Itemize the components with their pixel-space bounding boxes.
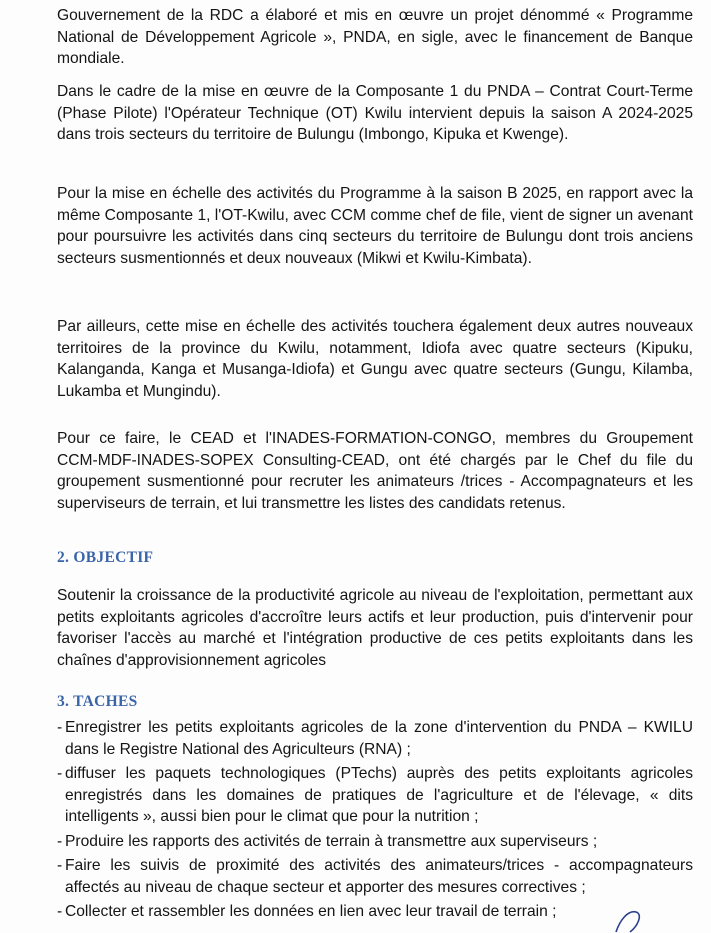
- task-item: - Collecter et rassembler les données en lien avec leur travail de terrain ;: [57, 903, 557, 920]
- taches-heading: 3. TACHES: [57, 693, 138, 710]
- territories-paragraph: Par ailleurs, cette mise en échelle des activités touchera également deux autres nouveaux territoires de la province du Kwilu, notamment, Idiofa avec quatre secteurs (Kipuku, Kalanganda, Kanga et Musanga-Idiofa) et Gungu avec quatre secteurs (Gungu, Kilamba, Lukamba et Mungindu).: [57, 318, 693, 400]
- task-item: - Enregistrer les petits exploitants agricoles de la zone d'intervention du PNDA – KWILU dans le Registre National des Agriculteurs (RNA) ;: [57, 719, 693, 758]
- task-text: Enregistrer les petits exploitants agricoles de la zone d'intervention du PNDA – KWILU dans le Registre National des Agriculteurs (RNA) ;: [65, 719, 693, 758]
- recruitment-paragraph: Pour ce faire, le CEAD et l'INADES-FORMATION-CONGO, membres du Groupement CCM-MDF-INADES-SOPEX Consulting-CEAD, ont été chargés par le Chef du file du groupement susmentionné pour recruter les animateurs /trices - Accompagnateurs et les superviseurs de terrain, et lui transmettre les listes des candidats retenus.: [57, 430, 693, 512]
- signature-mark: [610, 908, 650, 933]
- task-text: Collecter et rassembler les données en lien avec leur travail de terrain ;: [65, 903, 557, 920]
- objectif-paragraph: Soutenir la croissance de la productivité agricole au niveau de l'exploitation, permettant aux petits exploitants agricoles d'accroître leurs actifs et leur production, puis d'intervenir pour favoriser l'accès au marché et l'intégration productive de ces petits exploitants dans les chaînes d'approvisionnement agricoles: [57, 587, 693, 669]
- intro-paragraph: Gouvernement de la RDC a élaboré et mis en œuvre un projet dénommé « Programme National de Développement Agricole », PNDA, en sigle, avec le financement de Banque mondiale.: [57, 7, 693, 67]
- task-text: Produire les rapports des activités de terrain à transmettre aux superviseurs ;: [65, 832, 598, 850]
- task-text: Faire les suivis de proximité des activités des animateurs/trices - accompagnateurs affectés au niveau de chaque secteur et apporter des mesures correctives ;: [65, 857, 693, 896]
- context-paragraph: Dans le cadre de la mise en œuvre de la Composante 1 du PNDA – Contrat Court-Terme (Phase Pilote) l'Opérateur Technique (OT) Kwilu intervient depuis la saison A 2024-2025 dans trois secteurs du territoire de Bulungu (Imbongo, Kipuka et Kwenge).: [57, 83, 693, 143]
- task-item: - diffuser les paquets technologiques (PTechs) auprès des petits exploitants agricoles enregistrés dans les domaines de pratiques de l'agriculture et de l'élevage, « dits intelligents », aussi bien pour le climat que pour la nutrition ;: [57, 765, 693, 825]
- task-list: [57, 717, 693, 926]
- task-item: - Faire les suivis de proximité des activités des animateurs/trices - accompagnateurs affectés au niveau de chaque secteur et apporter des mesures correctives ;: [57, 857, 693, 896]
- objectif-heading: 2. OBJECTIF: [57, 549, 154, 566]
- task-text: diffuser les paquets technologiques (PTechs) auprès des petits exploitants agricoles enregistrés dans les domaines de pratiques de l'agriculture et de l'élevage, « dits intelligents », aussi bien pour le climat que pour la nutrition ;: [65, 765, 693, 825]
- scaling-paragraph: Pour la mise en échelle des activités du Programme à la saison B 2025, en rapport avec la même Composante 1, l'OT-Kwilu, avec CCM comme chef de file, vient de signer un avenant pour poursuivre les activités dans cinq secteurs du territoire de Bulungu dont trois anciens secteurs susmentionnés et deux nouveaux (Mikwi et Kwilu-Kimbata).: [57, 185, 693, 267]
- task-item: - Produire les rapports des activités de terrain à transmettre aux superviseurs ;: [57, 832, 598, 850]
